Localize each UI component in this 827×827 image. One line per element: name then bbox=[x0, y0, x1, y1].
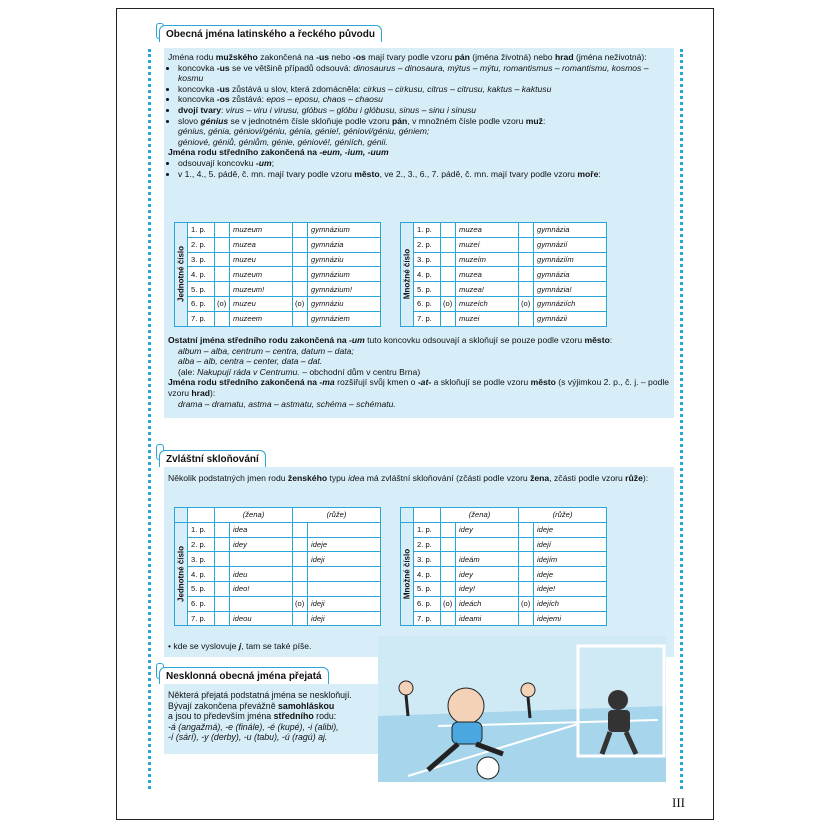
section-text bbox=[168, 690, 382, 743]
form-cell: gymnáziem bbox=[308, 311, 381, 326]
form-cell bbox=[308, 581, 381, 596]
table-row bbox=[175, 537, 381, 552]
declension-table-singular bbox=[174, 222, 381, 327]
table-row bbox=[401, 311, 607, 326]
case-cell: 3. p. bbox=[188, 552, 215, 567]
table-row bbox=[401, 296, 607, 311]
prep-cell bbox=[519, 567, 534, 582]
prep-cell bbox=[519, 311, 534, 326]
prep-cell bbox=[441, 223, 456, 238]
table-row bbox=[175, 596, 381, 611]
prep-cell: (o) bbox=[519, 296, 534, 311]
intro: Několik podstatných jmen rodu ženského typu idea má zvláštní skloňování (zčásti podle vzoru žena, zčásti podle vzoru růže): bbox=[168, 473, 649, 483]
case-cell: 7. p. bbox=[188, 611, 215, 626]
case-cell: 4. p. bbox=[188, 567, 215, 582]
ma-rule: Jména rodu středního zakončená na -ma rozšiřují svůj kmen o -at- a skloňují se podle vzoru město (s výjimkou 2. p., č. j. – podle vzoru hrad): bbox=[168, 377, 670, 398]
prep-cell bbox=[293, 537, 308, 552]
form-cell: muzeích bbox=[456, 296, 519, 311]
prep-cell bbox=[441, 237, 456, 252]
form-cell: muzea bbox=[456, 223, 519, 238]
form-cell: ideách bbox=[456, 596, 519, 611]
prep-cell bbox=[519, 267, 534, 282]
case-cell: 7. p. bbox=[188, 311, 215, 326]
example: alba – alb, centra – center, data – dat. bbox=[178, 356, 323, 367]
prep-cell bbox=[441, 567, 456, 582]
form-cell: gymnázií bbox=[534, 237, 607, 252]
prep-cell bbox=[519, 252, 534, 267]
prep-cell bbox=[293, 522, 308, 537]
neuter-list bbox=[168, 158, 670, 179]
idea-table-plural bbox=[400, 507, 607, 626]
form-cell: muzeím bbox=[456, 252, 519, 267]
declension-table-plural bbox=[400, 222, 607, 327]
form-cell: gymnáziím bbox=[534, 252, 607, 267]
prep-cell bbox=[293, 267, 308, 282]
table-row bbox=[401, 223, 607, 238]
case-cell: 3. p. bbox=[414, 252, 441, 267]
form-cell: gymnázia bbox=[534, 223, 607, 238]
case-cell: 3. p. bbox=[188, 252, 215, 267]
list-item: • koncovka -us se ve většině případů odsouvá: dinosaurus – dinosaura, mýtus – mýtu, romantismus – romantismu, kosmos – kosmu bbox=[178, 63, 670, 84]
prep-cell bbox=[519, 552, 534, 567]
form-cell: muzeum! bbox=[230, 282, 293, 297]
neuter-heading: Jména rodu středního zakončená na -eum, -ium, -uum bbox=[168, 147, 389, 158]
section-title-indeclinable: Nesklonná obecná jména přejatá bbox=[159, 667, 329, 684]
form-cell: muzeu bbox=[230, 296, 293, 311]
prep-cell bbox=[441, 552, 456, 567]
prep-cell bbox=[293, 252, 308, 267]
prep-cell bbox=[215, 252, 230, 267]
form-cell bbox=[308, 522, 381, 537]
table-row bbox=[175, 611, 381, 626]
list-item: • dvojí tvary: virus – viru i virusu, glóbus – glóbu i glóbusu, sinus – sinu i sinusu bbox=[178, 105, 670, 116]
form-cell: gymnáziu bbox=[308, 252, 381, 267]
header-zena: (žena) bbox=[441, 508, 519, 523]
table-row bbox=[401, 552, 607, 567]
form-cell: muzeum bbox=[230, 223, 293, 238]
form-cell: ideji bbox=[308, 596, 381, 611]
list-item: • odsouvají koncovku -um; bbox=[178, 158, 670, 169]
form-cell: muzeí bbox=[456, 237, 519, 252]
form-cell: gymnáziu bbox=[308, 296, 381, 311]
table-row bbox=[401, 537, 607, 552]
table-row bbox=[401, 611, 607, 626]
prep-cell bbox=[293, 567, 308, 582]
table-row bbox=[401, 522, 607, 537]
form-cell: idejemi bbox=[534, 611, 607, 626]
form-cell: gymnázia! bbox=[534, 282, 607, 297]
form-cell: ideji bbox=[308, 552, 381, 567]
line: Bývají zakončena převážně samohláskou bbox=[168, 700, 335, 711]
table-row bbox=[401, 237, 607, 252]
prep-cell: (o) bbox=[215, 296, 230, 311]
prep-cell bbox=[215, 267, 230, 282]
case-cell: 1. p. bbox=[188, 522, 215, 537]
prep-cell: (o) bbox=[293, 596, 308, 611]
form-cell: idey bbox=[456, 522, 519, 537]
case-cell: 7. p. bbox=[414, 311, 441, 326]
form-cell: gymnázium bbox=[308, 223, 381, 238]
number-label: Jednotné číslo bbox=[175, 223, 188, 327]
case-cell: 1. p. bbox=[188, 223, 215, 238]
table-row bbox=[401, 567, 607, 582]
form-cell: ideje! bbox=[534, 581, 607, 596]
prep-cell bbox=[441, 581, 456, 596]
prep-cell bbox=[441, 611, 456, 626]
case-cell: 6. p. bbox=[188, 596, 215, 611]
football-illustration bbox=[378, 636, 666, 782]
right-dotted-margin bbox=[680, 49, 683, 789]
prep-cell bbox=[215, 522, 230, 537]
prep-cell bbox=[293, 552, 308, 567]
form-cell: gymnázii bbox=[534, 311, 607, 326]
prep-cell bbox=[293, 223, 308, 238]
section-special bbox=[164, 467, 674, 657]
page-number: III bbox=[672, 795, 685, 810]
case-cell: 2. p. bbox=[414, 537, 441, 552]
line: a jsou to především jména středního rodu: bbox=[168, 711, 337, 722]
form-cell: idea bbox=[230, 522, 293, 537]
section-title-latin-greek: Obecná jména latinského a řeckého původu bbox=[159, 25, 382, 42]
number-label: Množné číslo bbox=[401, 522, 414, 626]
prep-cell bbox=[215, 282, 230, 297]
form-cell: idejích bbox=[534, 596, 607, 611]
list-item: • koncovka -us zůstává u slov, která zdomácněla: cirkus – cirkusu, citrus – citrusu, kaktus – kaktusu bbox=[178, 84, 670, 95]
header-ruze: (růže) bbox=[293, 508, 381, 523]
form-cell: ideu bbox=[230, 567, 293, 582]
section-text bbox=[168, 473, 670, 484]
case-cell: 4. p. bbox=[188, 267, 215, 282]
form-cell: ideám bbox=[456, 552, 519, 567]
prep-cell bbox=[519, 537, 534, 552]
left-dotted-margin bbox=[148, 49, 151, 789]
form-cell: muzeu bbox=[230, 252, 293, 267]
form-cell: ideou bbox=[230, 611, 293, 626]
example: (ale: Nakupují ráda v Centrumu. – obchodní dům v centru Brna) bbox=[178, 366, 421, 377]
list-item: • slovo génius se v jednotném čísle skloňuje podle vzoru pán, v množném čísle podle vzoru muž: génius, génia, géniovi/géniu, génia, génie!, géniovi/géniu, géniem; géniové, géniů, géniům, génie, géniové!, géniích, génii. bbox=[178, 116, 670, 148]
form-cell: idey bbox=[456, 567, 519, 582]
form-cell bbox=[456, 537, 519, 552]
case-cell: 2. p. bbox=[188, 237, 215, 252]
prep-cell bbox=[215, 581, 230, 596]
form-cell: ideje bbox=[534, 567, 607, 582]
example: drama – dramatu, astma – astmatu, schéma – schématu. bbox=[178, 398, 396, 409]
prep-cell bbox=[215, 596, 230, 611]
line: -á (angažmá), -e (finále), -é (kupé), -i (alibi), bbox=[168, 721, 339, 732]
prep-cell bbox=[293, 282, 308, 297]
section-text bbox=[168, 52, 670, 179]
prep-cell bbox=[519, 581, 534, 596]
prep-cell: (o) bbox=[293, 296, 308, 311]
section-latin-greek bbox=[164, 48, 674, 418]
form-cell: muzeum bbox=[230, 267, 293, 282]
line: Některá přejatá podstatná jména se neskloňují. bbox=[168, 690, 352, 700]
prep-cell: (o) bbox=[441, 296, 456, 311]
prep-cell bbox=[293, 581, 308, 596]
table-row bbox=[175, 267, 381, 282]
form-cell: gymnázium bbox=[308, 267, 381, 282]
note: • kde se vyslovuje j, tam se také píše. bbox=[168, 641, 312, 651]
case-cell: 1. p. bbox=[414, 522, 441, 537]
form-cell: muzei bbox=[456, 311, 519, 326]
form-cell: idey bbox=[230, 537, 293, 552]
prep-cell bbox=[519, 522, 534, 537]
prep-cell bbox=[215, 537, 230, 552]
list-item: • koncovka -os zůstává: epos – eposu, chaos – chaosu bbox=[178, 94, 670, 105]
prep-cell bbox=[441, 252, 456, 267]
idea-table-singular bbox=[174, 507, 381, 626]
case-cell: 4. p. bbox=[414, 567, 441, 582]
list-item: • v 1., 4., 5. pádě, č. mn. mají tvary podle vzoru město, ve 2., 3., 6., 7. pádě, č. mn. mají tvary podle vzoru moře: bbox=[178, 169, 670, 180]
form-cell: gymnáziích bbox=[534, 296, 607, 311]
table-row bbox=[175, 552, 381, 567]
prep-cell bbox=[441, 311, 456, 326]
prep-cell bbox=[215, 611, 230, 626]
table-row bbox=[401, 596, 607, 611]
example: album – alba, centrum – centra, datum – data; bbox=[178, 345, 354, 356]
form-cell: muzea! bbox=[456, 282, 519, 297]
prep-cell bbox=[519, 237, 534, 252]
table-row bbox=[175, 311, 381, 326]
form-cell: ideji bbox=[308, 611, 381, 626]
form-cell: ideo! bbox=[230, 581, 293, 596]
table-row bbox=[401, 252, 607, 267]
table-row bbox=[175, 282, 381, 297]
table-row bbox=[175, 237, 381, 252]
header-corner bbox=[175, 508, 188, 523]
section-title-special: Zvláštní skloňování bbox=[159, 450, 266, 467]
table-row bbox=[401, 282, 607, 297]
prep-cell bbox=[519, 611, 534, 626]
form-cell: gymnázia bbox=[308, 237, 381, 252]
prep-cell bbox=[215, 223, 230, 238]
section-indeclinable bbox=[164, 684, 384, 754]
prep-cell bbox=[293, 311, 308, 326]
case-cell: 5. p. bbox=[188, 282, 215, 297]
case-cell: 6. p. bbox=[414, 296, 441, 311]
table-row bbox=[401, 581, 607, 596]
header-ruze: (růže) bbox=[519, 508, 607, 523]
prep-cell: (o) bbox=[519, 596, 534, 611]
form-cell: muzeem bbox=[230, 311, 293, 326]
number-label: Množné číslo bbox=[401, 223, 414, 327]
number-label: Jednotné číslo bbox=[175, 522, 188, 626]
form-cell: idey! bbox=[456, 581, 519, 596]
form-cell: muzea bbox=[230, 237, 293, 252]
prep-cell bbox=[293, 611, 308, 626]
form-cell: gymnázium! bbox=[308, 282, 381, 297]
case-cell: 5. p. bbox=[188, 581, 215, 596]
case-cell: 6. p. bbox=[414, 596, 441, 611]
prep-cell bbox=[441, 282, 456, 297]
form-cell: gymnázia bbox=[534, 267, 607, 282]
prep-cell bbox=[441, 522, 456, 537]
table-row bbox=[401, 267, 607, 282]
prep-cell bbox=[519, 223, 534, 238]
table-row bbox=[175, 567, 381, 582]
table-row bbox=[175, 581, 381, 596]
case-cell: 5. p. bbox=[414, 581, 441, 596]
header-zena: (žena) bbox=[215, 508, 293, 523]
prep-cell: (o) bbox=[441, 596, 456, 611]
section-text-2 bbox=[168, 335, 670, 409]
form-cell bbox=[230, 552, 293, 567]
prep-cell bbox=[441, 537, 456, 552]
case-cell: 5. p. bbox=[414, 282, 441, 297]
form-cell: ideami bbox=[456, 611, 519, 626]
table-row bbox=[175, 252, 381, 267]
form-cell: ideje bbox=[534, 522, 607, 537]
form-cell bbox=[230, 596, 293, 611]
prep-cell bbox=[293, 237, 308, 252]
prep-cell bbox=[215, 552, 230, 567]
table-row bbox=[175, 223, 381, 238]
case-cell: 2. p. bbox=[414, 237, 441, 252]
other-neuter: Ostatní jména středního rodu zakončená na -um tuto koncovku odsouvají a skloňují se pouze podle vzoru město: bbox=[168, 335, 613, 345]
prep-cell bbox=[215, 237, 230, 252]
prep-cell bbox=[441, 267, 456, 282]
rule-list bbox=[168, 63, 670, 148]
table-row bbox=[175, 296, 381, 311]
case-cell: 4. p. bbox=[414, 267, 441, 282]
prep-cell bbox=[215, 567, 230, 582]
prep-cell bbox=[519, 282, 534, 297]
case-cell: 2. p. bbox=[188, 537, 215, 552]
table-row bbox=[175, 522, 381, 537]
prep-cell bbox=[215, 311, 230, 326]
case-cell: 7. p. bbox=[414, 611, 441, 626]
form-cell: muzea bbox=[456, 267, 519, 282]
case-cell: 6. p. bbox=[188, 296, 215, 311]
line: -í (sárí), -y (derby), -u (tabu), -ú (ragú) aj. bbox=[168, 732, 328, 743]
header-corner bbox=[401, 508, 414, 523]
case-cell: 1. p. bbox=[414, 223, 441, 238]
form-cell: idejí bbox=[534, 537, 607, 552]
case-cell: 3. p. bbox=[414, 552, 441, 567]
intro: Jména rodu mužského zakončená na -us nebo -os mají tvary podle vzoru pán (jména životná) nebo hrad (jména neživotná): bbox=[168, 52, 647, 62]
form-cell: idejím bbox=[534, 552, 607, 567]
form-cell bbox=[308, 567, 381, 582]
form-cell: ideje bbox=[308, 537, 381, 552]
